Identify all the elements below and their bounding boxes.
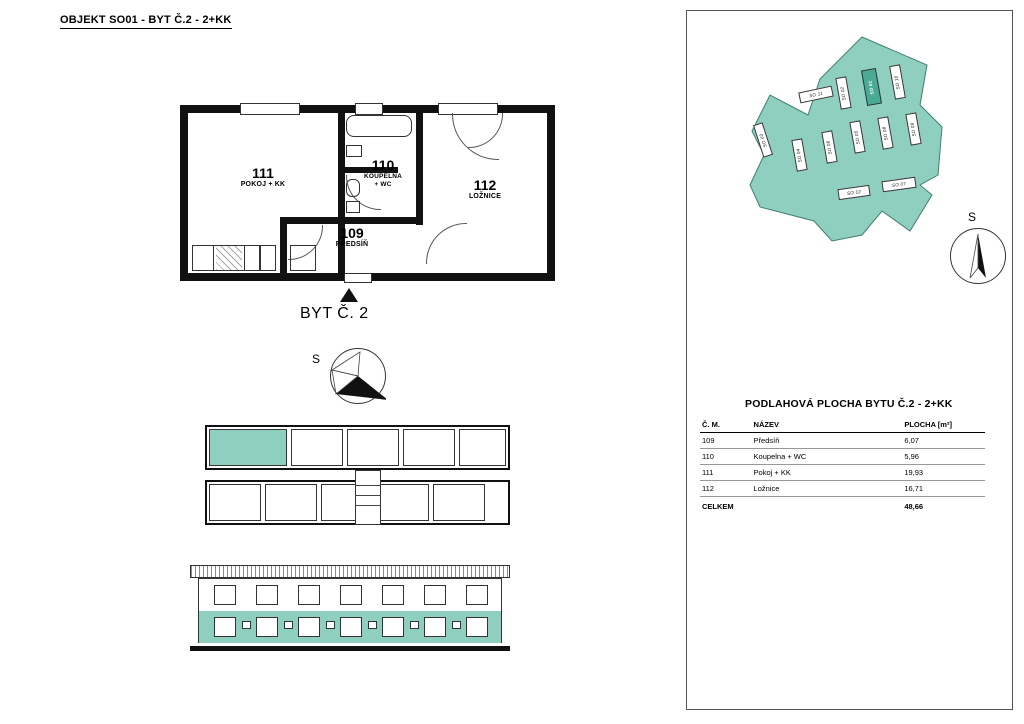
key-plan-unit	[265, 484, 317, 521]
key-plan-unit	[433, 484, 485, 521]
elevation-ground-line	[190, 646, 510, 651]
key-plan-unit	[347, 429, 399, 466]
apartment-entry-label: BYT Č. 2	[300, 305, 369, 322]
page-title: OBJEKT SO01 - BYT Č.2 - 2+KK	[60, 14, 232, 29]
cell-room-number: 111	[700, 465, 752, 481]
building-elevation	[190, 565, 510, 657]
room-name-110-line2: + WC	[374, 180, 392, 188]
site-building-so11: SO 11	[798, 86, 834, 104]
column-header-number: Č. M.	[700, 418, 752, 433]
elevation-vent	[242, 621, 251, 629]
key-plan-unit	[291, 429, 343, 466]
elevation-window	[298, 617, 320, 637]
table-row	[700, 481, 985, 497]
key-plan-unit	[209, 484, 261, 521]
area-table-header-row	[700, 418, 985, 433]
washer-icon	[346, 201, 360, 213]
compass-label-s: S	[312, 352, 321, 366]
room-name-110: KOUPELNA	[363, 173, 403, 181]
cell-room-name: Pokoj + KK	[752, 465, 903, 481]
wall-partition-b	[416, 105, 423, 225]
table-row	[700, 449, 985, 465]
entry-arrow-icon	[340, 288, 358, 302]
cell-total-value: 48,66	[904, 502, 924, 511]
entry-door	[344, 273, 372, 283]
compass-label-s: S	[968, 210, 977, 224]
elevation-vent	[326, 621, 335, 629]
cell-room-area: 6,07	[902, 433, 985, 449]
elevation-window	[466, 585, 488, 605]
kitchen-fridge	[260, 245, 276, 271]
cell-room-number: 110	[700, 449, 752, 465]
elevation-window	[466, 617, 488, 637]
cell-room-name: Předsíň	[752, 433, 903, 449]
kitchen-hatch	[216, 246, 242, 270]
wall-partition-a	[338, 105, 345, 281]
site-boundary	[742, 35, 957, 265]
site-building-so06: SO 06	[821, 130, 837, 163]
compass-plan	[312, 348, 386, 404]
site-building-so08: SO 08	[877, 116, 893, 149]
elevation-vent	[284, 621, 293, 629]
window-top-bath	[355, 103, 383, 115]
cell-room-number: 109	[700, 433, 752, 449]
room-name-112: LOŽNICE	[468, 193, 502, 201]
site-plan	[742, 35, 957, 265]
key-plan-stair-step	[355, 485, 381, 486]
elevation-window	[340, 585, 362, 605]
key-plan-unit-highlighted	[209, 429, 287, 466]
key-plan-stair-step	[355, 505, 381, 506]
key-plan-unit	[403, 429, 455, 466]
compass-needle-icon	[950, 228, 1006, 284]
site-building-so12: SO 12	[837, 185, 870, 200]
room-label-110	[352, 157, 414, 188]
elevation-window	[298, 585, 320, 605]
room-label-111	[208, 165, 318, 189]
apartment-floor-plan	[180, 105, 555, 285]
key-plan-unit	[459, 429, 506, 466]
cell-total-label: CELKEM	[702, 502, 734, 511]
elevation-vent	[452, 621, 461, 629]
table-row-total	[700, 497, 985, 515]
site-building-so07: SO 07	[881, 177, 916, 193]
elevation-window	[340, 617, 362, 637]
key-plan-unit	[377, 484, 429, 521]
room-label-112	[430, 177, 540, 201]
site-building-so02: SO 02	[835, 76, 851, 109]
kitchen-sink	[192, 245, 214, 271]
table-row	[700, 433, 985, 449]
kitchen-stove	[244, 245, 260, 271]
wall-right	[547, 105, 555, 281]
room-number-112: 112	[473, 177, 497, 193]
site-building-so10: SO 10	[889, 64, 906, 99]
room-name-109: PŘEDSÍŇ	[335, 241, 369, 249]
cell-room-name: Ložnice	[752, 481, 903, 497]
key-plan-stair-step	[355, 495, 381, 496]
site-building-so04: SO 04	[791, 138, 807, 171]
room-number-110: 110	[371, 157, 395, 173]
key-plan-staircase	[355, 470, 381, 525]
room-label-109	[312, 225, 392, 249]
cell-room-area: 16,71	[902, 481, 985, 497]
bathtub-icon	[346, 115, 412, 137]
cell-room-area: 5,96	[902, 449, 985, 465]
compass-site	[950, 210, 1006, 284]
column-header-name: NÁZEV	[752, 418, 903, 433]
area-table	[700, 418, 985, 514]
cell-room-area: 19,93	[902, 465, 985, 481]
sink-icon	[346, 145, 362, 157]
elevation-roof	[190, 565, 510, 578]
site-building-so09: SO 09	[905, 112, 921, 145]
elevation-window	[382, 617, 404, 637]
elevation-window	[214, 617, 236, 637]
wall-left	[180, 105, 188, 281]
elevation-vent	[368, 621, 377, 629]
cell-room-number: 112	[700, 481, 752, 497]
wall-partition-c	[280, 217, 423, 224]
area-table-title: PODLAHOVÁ PLOCHA BYTU Č.2 - 2+KK	[745, 398, 953, 410]
wall-partition-d	[280, 217, 287, 281]
cell-room-name: Koupelna + WC	[752, 449, 903, 465]
elevation-window	[214, 585, 236, 605]
table-row	[700, 465, 985, 481]
site-building-so05: SO 05	[849, 120, 865, 153]
cell-total-spacer	[752, 497, 903, 515]
elevation-window	[424, 585, 446, 605]
window-top-left	[240, 103, 300, 115]
building-key-plan	[205, 425, 510, 525]
room-number-111: 111	[252, 165, 274, 181]
compass-needle-icon	[330, 348, 386, 404]
room-number-109: 109	[340, 225, 364, 241]
elevation-window	[256, 617, 278, 637]
site-building-so01-highlighted: SO 01	[861, 68, 882, 106]
elevation-window	[424, 617, 446, 637]
room-name-111: POKOJ + KK	[240, 181, 286, 189]
elevation-vent	[410, 621, 419, 629]
door-arc-hall-bedroom	[426, 223, 467, 264]
elevation-window	[256, 585, 278, 605]
elevation-window	[382, 585, 404, 605]
column-header-area: PLOCHA [m²]	[902, 418, 985, 433]
site-building-so03: SO 03	[753, 122, 773, 157]
